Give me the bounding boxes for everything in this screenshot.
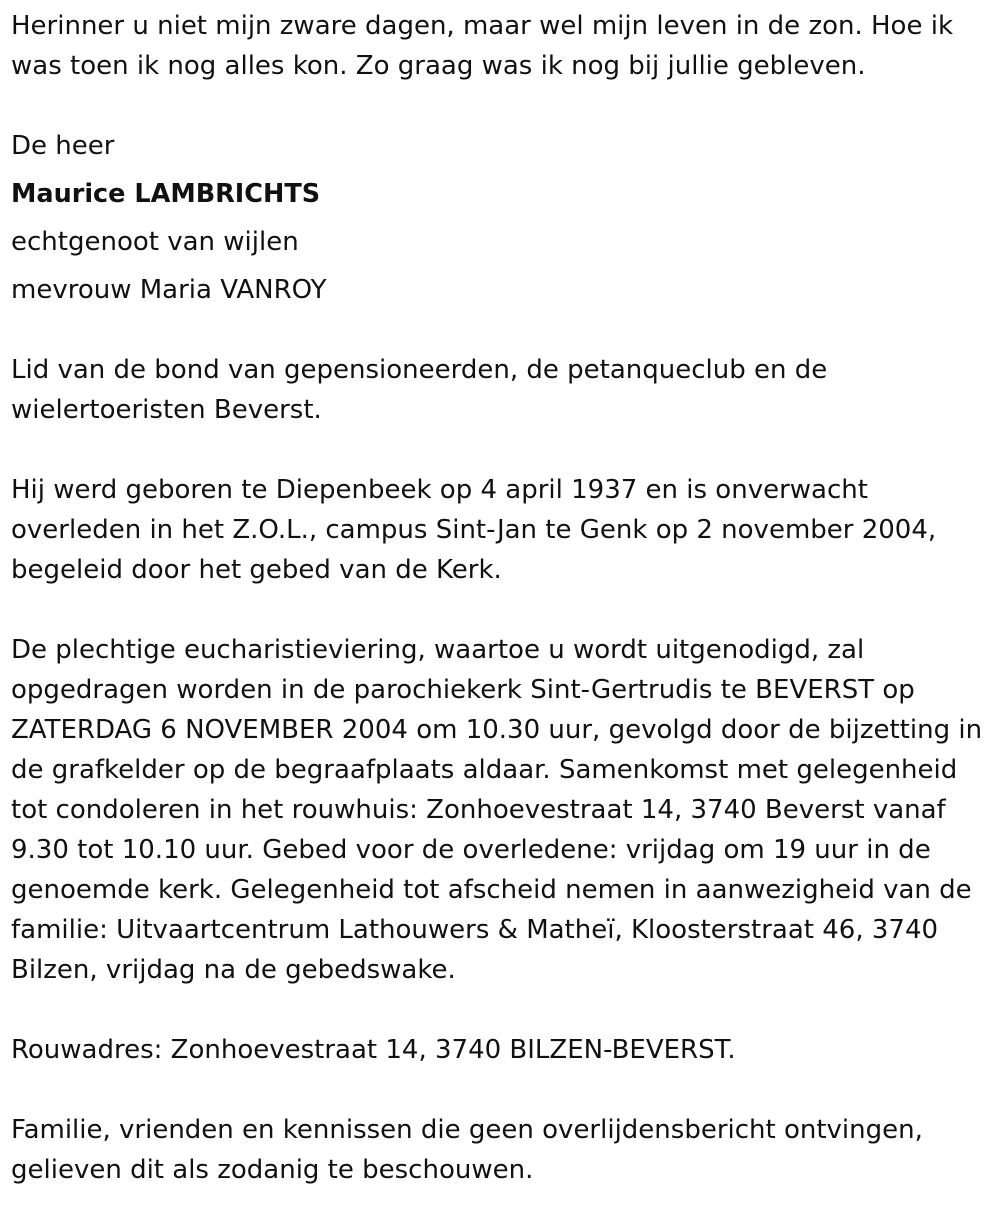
- spacer: [11, 430, 991, 470]
- spacer: [11, 990, 991, 1030]
- spacer: [11, 314, 991, 350]
- spacer: [11, 1070, 991, 1110]
- closing-paragraph: Familie, vrienden en kennissen die geen overlijdensbericht ontvingen, gelieven dit als zodanig te beschouwen.: [11, 1115, 923, 1185]
- ceremony-paragraph: De plechtige eucharistieviering, waartoe u wordt uitgenodigd, zal opgedragen worden in de parochiekerk Sint-Gertrudis te BEVERST op ZATERDAG 6 NOVEMBER 2004 om 10.30 uur, gevolgd door de bijzetting in de grafkelder op de begraafplaats aldaar. Samenkomst met gelegenheid tot condoleren in het rouwhuis: Zonhoevestraat 14, 3740 Beverst vanaf 9.30 tot 10.10 uur. Gebed voor de overledene: vrijdag om 19 uur in de genoemde kerk. Gelegenheid tot afscheid nemen in aanwezigheid van de familie: Uitvaartcentrum Lathouwers & Matheï, Kloosterstraat 46, 3740 Bilzen, vrijdag na de gebedswake.: [11, 635, 983, 985]
- membership-paragraph: Lid van de bond van gepensioneerden, de petanqueclub en de wielertoeristen Beverst.: [11, 355, 828, 425]
- poem-paragraph: Herinner u niet mijn zware dagen, maar wel mijn leven in de zon. Hoe ik was toen ik nog alles kon. Zo graag was ik nog bij jullie gebleven.: [11, 11, 954, 81]
- spacer: [11, 86, 991, 126]
- address-paragraph: Rouwadres: Zonhoevestraat 14, 3740 BILZEN-BEVERST.: [11, 1035, 736, 1065]
- salutation: De heer: [11, 131, 115, 161]
- obituary-text: [11, 0, 991, 1190]
- spacer: [11, 590, 991, 630]
- birth-death-paragraph: Hij werd geboren te Diepenbeek op 4 april 1937 en is onverwacht overleden in het Z.O.L., campus Sint-Jan te Genk op 2 november 2004, begeleid door het gebed van de Kerk.: [11, 475, 937, 585]
- deceased-name: Maurice LAMBRICHTS: [11, 179, 321, 209]
- spouse-line-2: mevrouw Maria VANROY: [11, 275, 327, 305]
- spouse-line-1: echtgenoot van wijlen: [11, 227, 299, 257]
